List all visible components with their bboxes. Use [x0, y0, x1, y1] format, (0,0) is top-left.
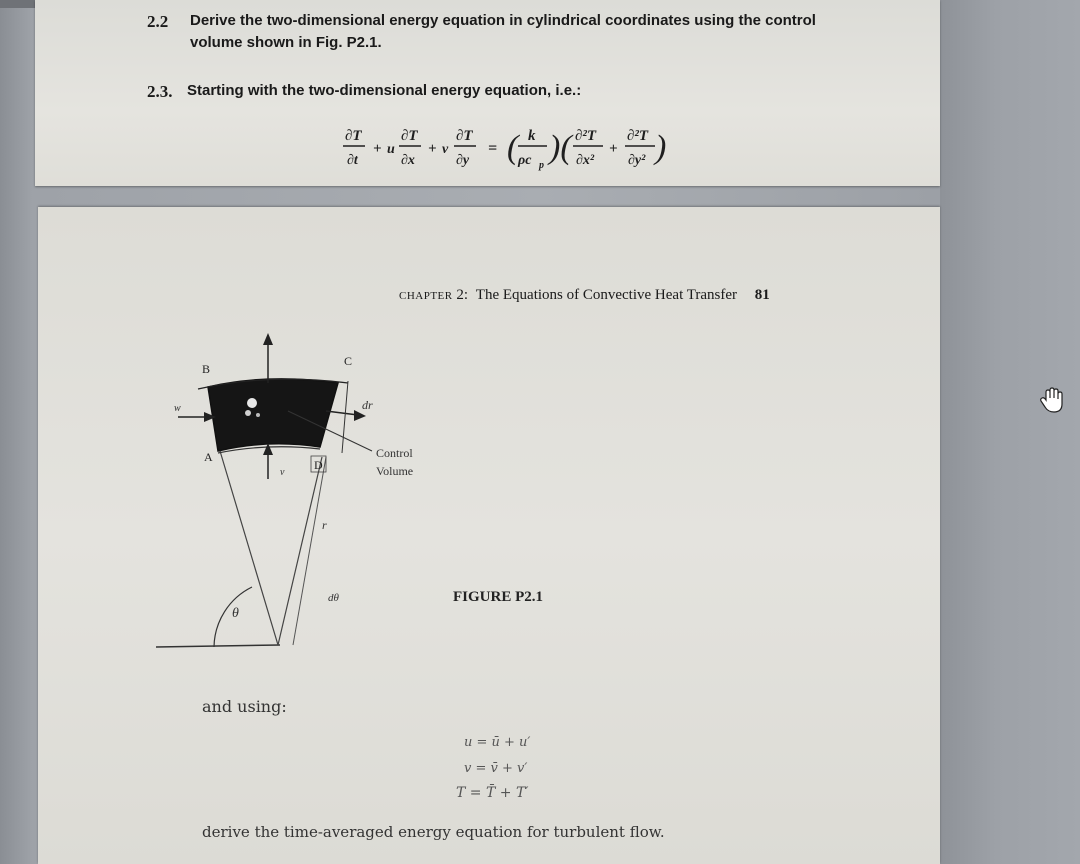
svg-text:∂²T: ∂²T: [627, 128, 649, 144]
conclusion-text: derive the time-averaged energy equation for turbulent flow.: [202, 823, 665, 841]
theta-label: θ: [232, 606, 239, 621]
definition-u: u = ū + u′: [464, 735, 531, 750]
dr-label: dr: [362, 398, 373, 412]
svg-text:)(: )(: [549, 129, 572, 166]
corner-a-label: A: [204, 450, 213, 464]
energy-equation: [335, 118, 755, 188]
svg-text:u: u: [387, 142, 395, 157]
chapter-word: CHAPTER: [399, 290, 453, 302]
svg-text:k: k: [528, 128, 536, 144]
corner-b-label: B: [202, 362, 211, 376]
r-label: r: [322, 518, 327, 532]
svg-text:∂²T: ∂²T: [575, 128, 597, 144]
problem-2-3-text: Starting with the two-dimensional energy equation, i.e.:: [187, 82, 582, 99]
control-volume-label-1: Control: [376, 446, 413, 460]
and-using-text: and using:: [202, 697, 287, 716]
svg-text:=: =: [488, 140, 498, 157]
svg-text:∂x²: ∂x²: [576, 153, 595, 168]
dtheta-label: dθ: [328, 592, 339, 604]
svg-text:(: (: [507, 129, 519, 166]
svg-text:∂y: ∂y: [456, 153, 470, 168]
svg-text:∂t: ∂t: [347, 153, 358, 168]
problem-2-2-line1: Derive the two-dimensional energy equation in cylindrical coordinates using the control: [190, 12, 816, 29]
svg-text:∂T: ∂T: [345, 128, 362, 144]
svg-text:p: p: [539, 160, 544, 171]
corner-c-label: C: [344, 354, 353, 368]
w-label: w: [174, 403, 181, 414]
svg-text:+: +: [373, 141, 382, 157]
page-number: 81: [754, 287, 770, 303]
figure-p2-1: [148, 325, 488, 665]
svg-text:+: +: [609, 141, 618, 157]
bottom-paper-panel: [38, 207, 940, 864]
svg-text:∂T: ∂T: [401, 128, 418, 144]
chapter-title: The Equations of Convective Heat Transfer: [475, 287, 737, 303]
running-header: [399, 287, 770, 304]
problem-2-3-number: 2.3.: [147, 82, 173, 101]
svg-text:v: v: [442, 142, 449, 157]
svg-text:∂x: ∂x: [401, 153, 415, 168]
hand-cursor-icon: [1038, 386, 1068, 416]
definition-v: v = v̄ + v′: [464, 761, 528, 776]
figure-caption: FIGURE P2.1: [453, 589, 543, 605]
v-label: v: [280, 467, 285, 478]
problem-2-2-number: 2.2: [147, 12, 169, 31]
right-background: [940, 0, 1080, 864]
control-volume-label-2: Volume: [376, 464, 414, 478]
svg-text:∂T: ∂T: [456, 128, 473, 144]
problem-2-2-line2: volume shown in Fig. P2.1.: [190, 34, 382, 51]
svg-text:∂y²: ∂y²: [628, 153, 646, 168]
definition-T: T = T̄ + T′: [456, 785, 529, 801]
chapter-number: 2:: [456, 287, 469, 303]
top-paper-panel: [35, 0, 940, 186]
svg-text:): ): [655, 129, 667, 166]
svg-text:+: +: [428, 141, 437, 157]
svg-text:ρc: ρc: [518, 153, 532, 168]
corner-d-label: D: [314, 458, 323, 472]
